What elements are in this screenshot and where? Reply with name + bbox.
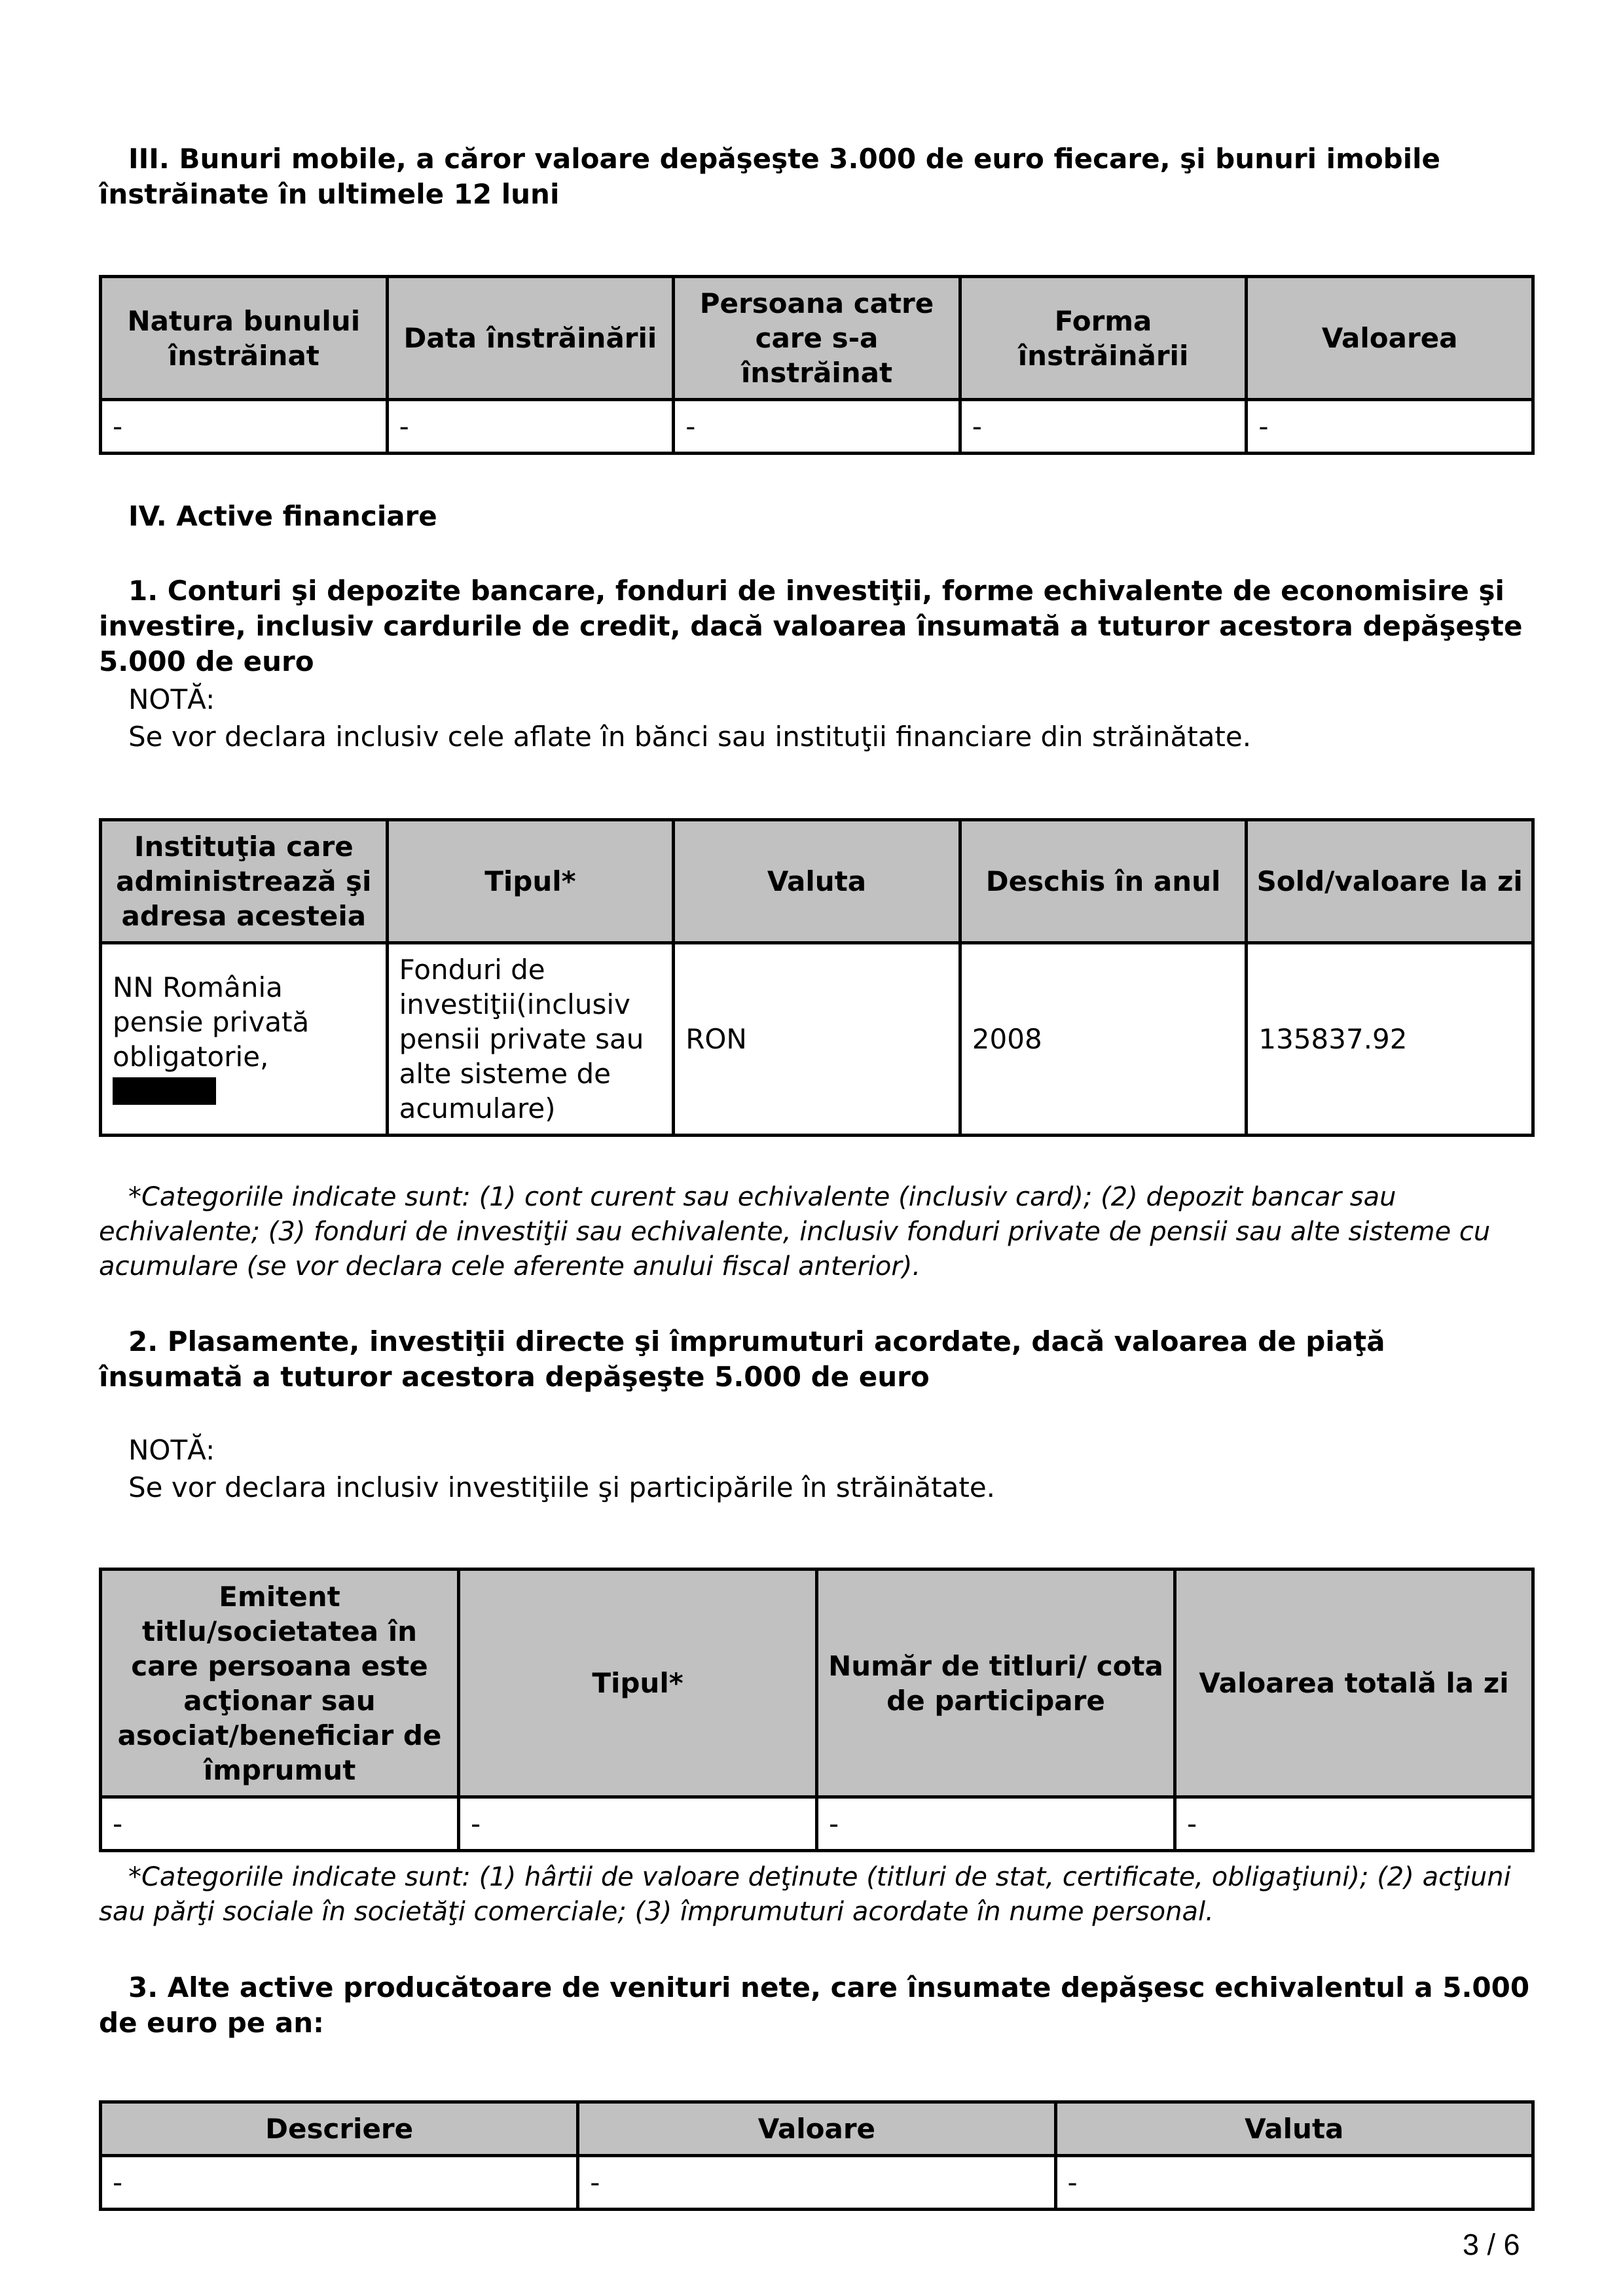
table-cell: - bbox=[960, 400, 1247, 454]
table-row bbox=[101, 1797, 1533, 1851]
table-header-row bbox=[101, 820, 1533, 943]
investments-table bbox=[99, 1568, 1535, 1852]
column-header: Data înstrăinării bbox=[387, 277, 674, 400]
column-header: Natura bunului înstrăinat bbox=[101, 277, 388, 400]
institution-name: NN România pensie privată obligatorie, bbox=[113, 971, 310, 1073]
table-row bbox=[101, 2156, 1533, 2210]
investments-footnote: *Categoriile indicate sunt: (1) hârtii de valoare deţinute (titluri de stat, certificate, obligaţiuni); (2) acţiuni sau părţi sociale în societăţi comerciale; (3) împrumuturi acordate în nume personal. bbox=[99, 1862, 1511, 1927]
table-cell: - bbox=[1055, 2156, 1533, 2210]
table-cell: - bbox=[1175, 1797, 1533, 1851]
subsection-3-heading: 3. Alte active producătoare de venituri nete, care însumate depăşesc echivalentul a 5.000 de euro pe an: bbox=[99, 1971, 1530, 2039]
column-header: Valuta bbox=[674, 820, 960, 943]
column-header: Emitent titlu/societatea în care persoana este acţionar sau asociat/beneficiar de împrumut bbox=[101, 1570, 459, 1797]
subsection-1-heading: 1. Conturi şi depozite bancare, fonduri de investiţii, forme echivalente de economisire şi investire, inclusiv cardurile de credit, dacă valoarea însumată a tuturor acestora depăşeşte 5.000 de euro bbox=[99, 575, 1523, 677]
table-cell: - bbox=[674, 400, 960, 454]
page-number: 3 / 6 bbox=[1463, 2228, 1520, 2261]
column-header: Valoarea bbox=[1247, 277, 1533, 400]
currency-cell: RON bbox=[674, 943, 960, 1136]
column-header: Persoana catre care s-a înstrăinat bbox=[674, 277, 960, 400]
table-header-row bbox=[101, 2102, 1533, 2156]
table-cell: - bbox=[578, 2156, 1055, 2210]
institution-cell bbox=[101, 943, 388, 1136]
note-label: NOTĂ: bbox=[128, 1434, 215, 1466]
section-3-heading: III. Bunuri mobile, a căror valoare depăşeşte 3.000 de euro fiecare, şi bunuri imobile înstrăinate în ultimele 12 luni bbox=[99, 143, 1441, 210]
table-cell: - bbox=[101, 400, 388, 454]
redacted-address bbox=[113, 1077, 216, 1105]
table-header-row bbox=[101, 277, 1533, 400]
note-text: Se vor declara inclusiv investiţiile şi participările în străinătate. bbox=[128, 1471, 996, 1503]
table-row bbox=[101, 943, 1533, 1136]
accounts-table bbox=[99, 818, 1535, 1137]
table-cell: - bbox=[817, 1797, 1175, 1851]
table-cell: - bbox=[101, 1797, 459, 1851]
balance-cell: 135837.92 bbox=[1247, 943, 1533, 1136]
column-header: Forma înstrăinării bbox=[960, 277, 1247, 400]
column-header: Valuta bbox=[1055, 2102, 1533, 2156]
accounts-footnote: *Categoriile indicate sunt: (1) cont curent sau echivalente (inclusiv card); (2) depozit bancar sau echivalente; (3) fonduri de investiţii sau echivalente, inclusiv fonduri private de pensii sau alte sisteme cu acumulare (se vor declara cele aferente anului fiscal anterior). bbox=[99, 1182, 1491, 1282]
opened-year-cell: 2008 bbox=[960, 943, 1247, 1136]
column-header: Instituţia care administrează şi adresa acesteia bbox=[101, 820, 388, 943]
subsection-2-heading: 2. Plasamente, investiţii directe şi împrumuturi acordate, dacă valoarea de piaţă însumată a tuturor acestora depăşeşte 5.000 de euro bbox=[99, 1325, 1385, 1393]
column-header: Valoare bbox=[578, 2102, 1055, 2156]
table-cell: - bbox=[101, 2156, 578, 2210]
note-label: NOTĂ: bbox=[128, 683, 215, 715]
table-header-row bbox=[101, 1570, 1533, 1797]
column-header: Deschis în anul bbox=[960, 820, 1247, 943]
column-header: Număr de titluri/ cota de participare bbox=[817, 1570, 1175, 1797]
type-cell: Fonduri de investiţii(inclusiv pensii private sau alte sisteme de acumulare) bbox=[387, 943, 674, 1136]
table-cell: - bbox=[387, 400, 674, 454]
column-header: Descriere bbox=[101, 2102, 578, 2156]
table-cell: - bbox=[1247, 400, 1533, 454]
note-text: Se vor declara inclusiv cele aflate în bănci sau instituţii financiare din străinătate. bbox=[128, 721, 1252, 753]
column-header: Valoarea totală la zi bbox=[1175, 1570, 1533, 1797]
table-row bbox=[101, 400, 1533, 454]
column-header: Sold/valoare la zi bbox=[1247, 820, 1533, 943]
section-3-table bbox=[99, 275, 1535, 455]
column-header: Tipul* bbox=[387, 820, 674, 943]
column-header: Tipul* bbox=[459, 1570, 817, 1797]
other-assets-table bbox=[99, 2100, 1535, 2211]
section-4-heading: IV. Active financiare bbox=[128, 500, 437, 532]
table-cell: - bbox=[459, 1797, 817, 1851]
